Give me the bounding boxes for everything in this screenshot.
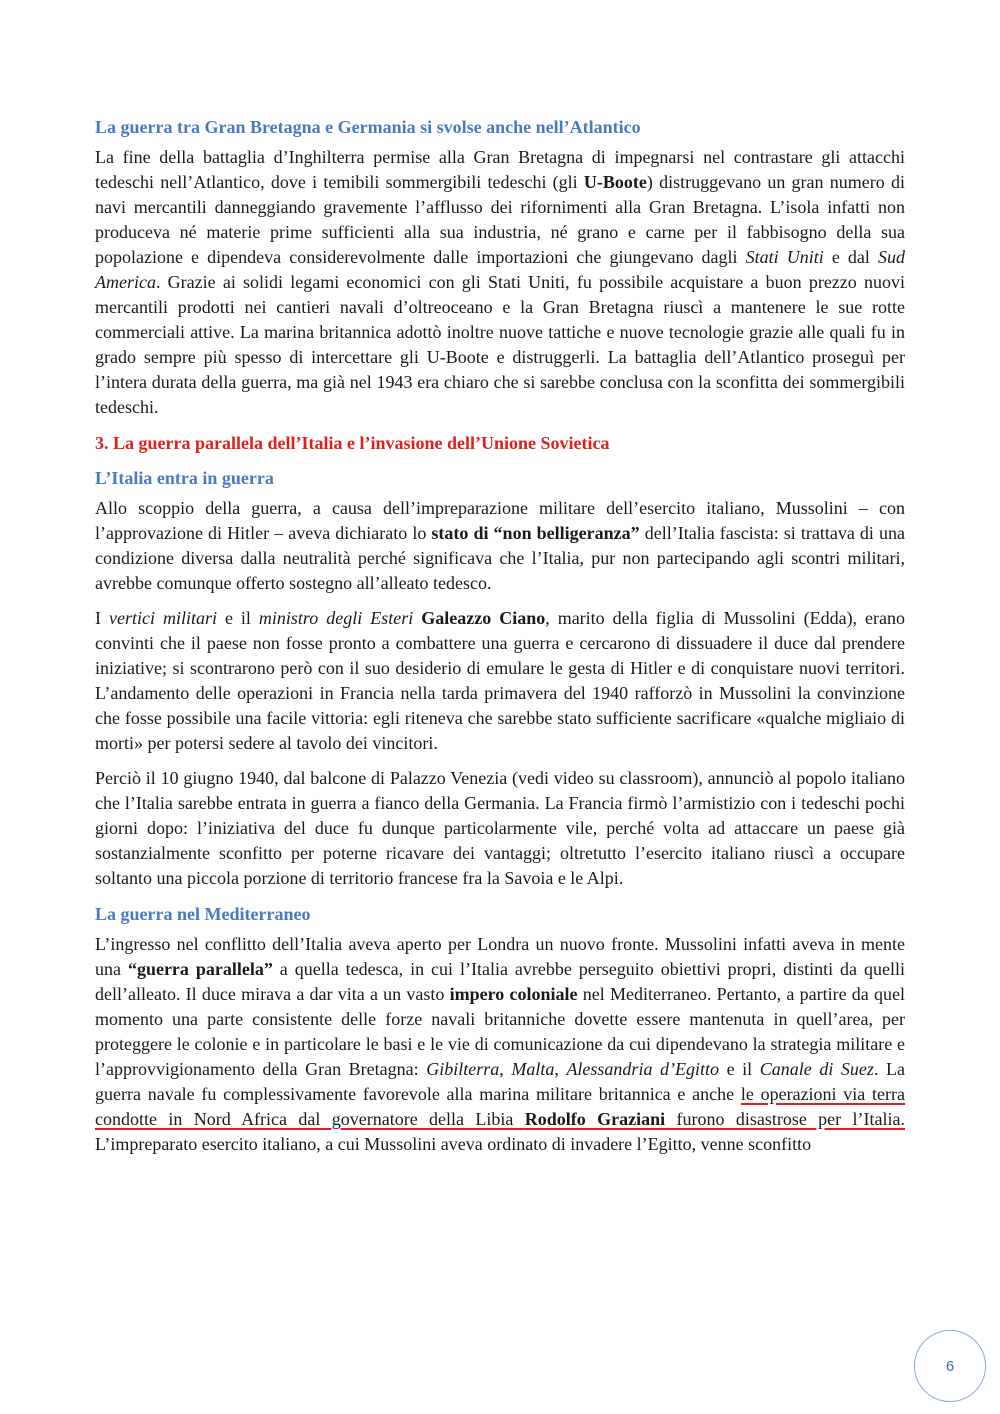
text-run: L’ingresso nel conflitto dell’Italia aveva aperto per Londra un nuovo fronte. Mussolini infatti aveva in mente una bbox=[95, 934, 905, 979]
text-run: I bbox=[95, 608, 109, 628]
italic-term: Malta bbox=[511, 1059, 555, 1079]
text-run: , bbox=[499, 1059, 512, 1079]
section-heading-italy-enters: L’Italia entra in guerra bbox=[95, 468, 274, 488]
text-run: furono disastrose per l’Italia. bbox=[665, 1109, 905, 1129]
bold-term: stato di “non belligeranza” bbox=[431, 523, 640, 543]
section-heading-atlantic: La guerra tra Gran Bretagna e Germania si svolse anche nell’Atlantico bbox=[95, 117, 641, 137]
bold-term: Rodolfo Graziani bbox=[524, 1109, 666, 1129]
text-run: La fine della battaglia d’Inghilterra permise alla Gran Bretagna di impegnarsi nel contrastare gli attacchi tedeschi nell’Atlantico, dove i temibili sommergibili tedeschi (gli bbox=[95, 147, 905, 192]
italic-term: Stati Uniti bbox=[745, 247, 824, 267]
text-run: e il bbox=[216, 608, 259, 628]
text-run: e il bbox=[719, 1059, 760, 1079]
text-run: le operazioni via terra condotte in Nord Africa dal governatore della Libia bbox=[95, 1084, 905, 1129]
chapter-heading: 3. La guerra parallela dell’Italia e l’invasione dell’Unione Sovietica bbox=[95, 433, 610, 453]
paragraph-non-belligerence bbox=[95, 496, 905, 596]
document-page bbox=[95, 115, 905, 1157]
text-run: L’impreparato esercito italiano, a cui Mussolini aveva ordinato di invadere l’Egitto, venne sconfitto bbox=[95, 1134, 812, 1154]
italic-term: Canale di Suez bbox=[759, 1059, 874, 1079]
bold-term: “guerra parallela” bbox=[127, 959, 273, 979]
italic-term: Sud America bbox=[95, 247, 905, 292]
text-run: e dal bbox=[823, 247, 878, 267]
bold-term-u-boote: U-Boote bbox=[583, 172, 647, 192]
paragraph-declaration-of-war: Perciò il 10 giugno 1940, dal balcone di Palazzo Venezia (vedi video su classroom), annunciò al popolo italiano che l’Italia sarebbe entrata in guerra a fianco della Germania. La Francia firmò l’armistizio con i tedeschi pochi giorni dopo: l’iniziativa del duce fu dunque particolarmente vile, perché volta ad attaccare un paese già sostanzialmente sconfitto per poterne ricavare dei vantaggi; oltretutto l’esercito italiano riuscì a occupare soltanto una piccola porzione di territorio francese fra la Savoia e le Alpi. bbox=[95, 768, 905, 888]
text-run: ) distruggevano un gran numero di navi mercantili danneggiando gravemente l’afflusso dei rifornimenti alla Gran Bretagna. L’isola infatti non produceva né materie prime sufficienti alla sua industria, né grano e carne per il fabbisogno della sua popolazione e dipendeva considerevolmente dalle importazioni che giungevano dagli bbox=[95, 172, 905, 267]
page-number-badge: 6 bbox=[914, 1330, 986, 1402]
text-run: a quella tedesca, in cui l’Italia avrebbe perseguito obiettivi propri, distinti da quelli dell’alleato. Il duce mirava a dar vita a un vasto bbox=[95, 959, 905, 1004]
paragraph-mediterranean bbox=[95, 932, 905, 1157]
italic-term: Gibilterra bbox=[426, 1059, 500, 1079]
bold-term: impero coloniale bbox=[449, 984, 578, 1004]
paragraph-ciano bbox=[95, 606, 905, 756]
text-run: , bbox=[554, 1059, 567, 1079]
italic-term: ministro degli Esteri bbox=[258, 608, 414, 628]
text-run: nel Mediterraneo. Pertanto, a partire da quel momento una parte consistente delle forze navali britanniche dovette essere mantenuta in quell’area, per proteggere le colonie e in particolare le basi e le vie di comunicazione da cui dipendevano la strategia militare e l’approvvigionamento della Gran Bretagna: bbox=[95, 984, 905, 1079]
text-run: , marito della figlia di Mussolini (Edda), erano convinti che il paese non fosse pronto a combattere una guerra e cercarono di dissuadere il duce dal prendere iniziative; si scontrarono però con il suo desiderio di emulare le gesta di Hitler e di conquistare nuovi territori. L’andamento delle operazioni in Francia nella tarda primavera del 1940 rafforzò in Mussolini la convinzione che fosse possibile una facile vittoria: egli riteneva che sarebbe stato sufficiente sacrificare «qualche migliaio di morti» per potersi sedere al tavolo dei vincitori. bbox=[95, 608, 906, 753]
text-run: Allo scoppio della guerra, a causa dell’impreparazione militare dell’esercito italiano, Mussolini – con l’approvazione di Hitler – aveva dichiarato lo bbox=[95, 498, 905, 543]
bold-term: Galeazzo Ciano bbox=[421, 608, 546, 628]
text-run: dell’Italia fascista: si trattava di una condizione diversa dalla neutralità perché significava che l’Italia, pur non partecipando agli scontri militari, avrebbe comunque offerto sostegno all’alleato tedesco. bbox=[95, 523, 905, 593]
italic-term: vertici militari bbox=[108, 608, 217, 628]
text-run: . Grazie ai solidi legami economici con gli Stati Uniti, fu possibile acquistare a buon prezzo nuovi mercantili prodotti nei cantieri navali d’oltreoceano e la Gran Bretagna riuscì a mantenere le sue rotte commerciali attive. La marina britannica adottò inoltre nuove tattiche e nuove tecnologie grazie alle quali fu in grado sempre più spesso di intercettare gli U-Boote e distruggerli. La battaglia dell’Atlantico proseguì per l’intera durata della guerra, ma già nel 1943 era chiaro che si sarebbe conclusa con la sconfitta dei sommergibili tedeschi. bbox=[95, 272, 905, 417]
text-run: . La guerra navale fu complessivamente favorevole alla marina militare britannica e anche bbox=[95, 1059, 906, 1104]
italic-term: Alessandria d’Egitto bbox=[566, 1059, 720, 1079]
paragraph-atlantic bbox=[95, 145, 905, 420]
section-heading-mediterranean: La guerra nel Mediterraneo bbox=[95, 904, 311, 924]
